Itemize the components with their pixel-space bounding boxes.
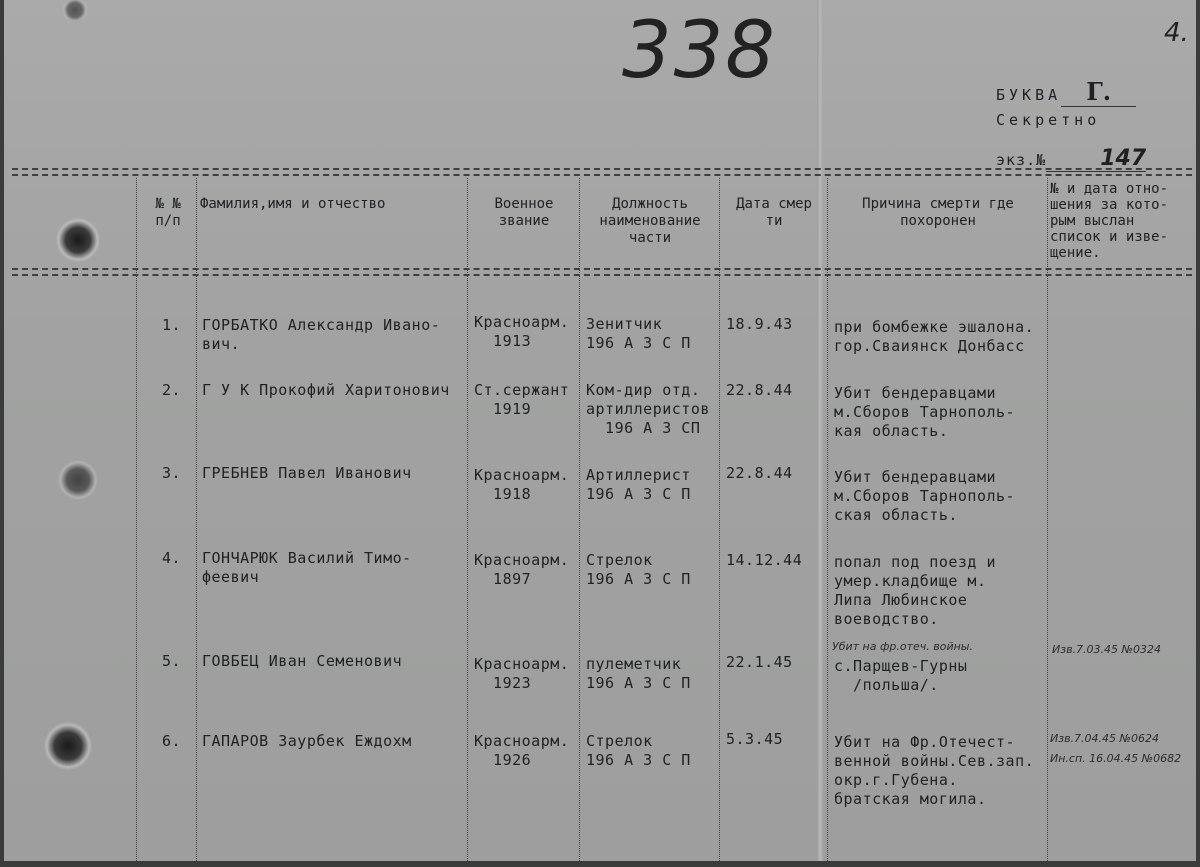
letter-value: Г. [1061,77,1136,107]
row-cause: попал под поезд и умер.кладбище м. Липа Любинское воеводство. [834,553,997,628]
row-death-date: 22.1.45 [726,653,793,671]
row-number: 5. [162,652,182,670]
row-position: пулеметчик 196 А З С П [586,655,691,692]
copy-label: экз.№ [996,151,1047,169]
letter-label: БУКВА [996,86,1062,104]
row-death-date: 22.8.44 [726,381,793,399]
column-divider [196,178,197,861]
row-number: 1. [162,316,182,334]
table-top-rule [12,168,1192,170]
column-divider [827,178,828,861]
row-name: ГОНЧАРЮК Василий Тимо- феевич [202,549,412,586]
col-header-name: Фамилия,имя и отчество [200,196,386,212]
row-death-date: 22.8.44 [726,464,793,482]
col-header-rank: Военное звание [494,196,554,229]
header-bottom-rule [12,268,1192,270]
header-bottom-rule-2 [12,274,1192,276]
row-number: 4. [162,549,182,567]
punch-hole-mark [60,0,90,20]
row-rank: Ст.сержант 1919 [474,381,570,418]
column-divider [719,178,720,861]
handwritten-number: 338 [622,6,777,96]
row-position: Зенитчик 196 А З С П [586,315,691,352]
row-rank: Красноарм. 1913 [474,313,570,350]
punch-hole-mark [56,218,100,262]
row-name: ГОВБЕЦ Иван Семенович [202,652,403,670]
row-death-date: 14.12.44 [726,551,803,569]
table-top-rule-2 [12,174,1192,176]
col-header-number: № № п/п [155,196,181,229]
row-name: ГАПАРОВ Заурбек Еждохм [202,732,412,750]
row-rank: Красноарм. 1918 [474,466,570,503]
row-position: Ком-дир отд. артиллеристов 196 А З СП [586,381,710,437]
row-death-date: 5.3.45 [726,730,784,748]
row-number: 6. [162,732,182,750]
row-cause-handwritten-note: Убит на фр.отеч. войны. [832,640,973,653]
row-death-date: 18.9.43 [726,315,793,333]
row-position: Артиллерист 196 А З С П [586,466,691,503]
col-header-cause: Причина смерти где похоронен [862,196,1014,229]
column-divider [579,178,580,861]
row-notice-note-2: Ин.сп. 16.04.45 №0682 [1050,752,1182,765]
row-cause: Убит на Фр.Отечест- венной войны.Сев.зап. окр.г.Губена. братская могила. [834,733,1035,808]
row-name: Г У К Прокофий Харитонович [202,381,450,399]
copy-number: 147 [1046,146,1146,172]
row-rank: Красноарм. 1926 [474,732,570,769]
row-cause: при бомбежке эшалона. гор.Сваиянск Донбасс [834,318,1035,355]
column-divider [467,178,468,861]
col-header-date: Дата смер ти [736,196,812,229]
row-notice-note: Изв.7.03.45 №0324 [1052,643,1161,656]
row-cause: Убит бендеравцами м.Сборов Тарнополь- кая область. [834,384,1016,440]
col-header-notice: № и дата отно- шения за кото- рым выслан список и изве- щение. [1050,181,1169,261]
row-cause: с.Парщев-Гурны /польша/. [834,657,968,694]
row-notice-note: Изв.7.04.45 №0624 [1050,732,1159,745]
classification-label: Секретно [996,111,1101,129]
page-fold [817,0,823,861]
row-rank: Красноарм. 1923 [474,655,570,692]
row-name: ГОРБАТКО Александр Ивано- вич. [202,316,441,353]
row-number: 2. [162,381,182,399]
page-number: 4. [1164,18,1189,48]
row-number: 3. [162,464,182,482]
column-divider [1047,178,1048,861]
row-position: Стрелок 196 А З С П [586,551,691,588]
col-header-position: Должность наименование части [599,196,701,246]
row-rank: Красноарм. 1897 [474,551,570,588]
punch-hole-mark [44,722,92,770]
row-position: Стрелок 196 А З С П [586,732,691,769]
row-cause: Убит бендеравцами м.Сборов Тарнополь- ская область. [834,468,1016,524]
letter-line [996,77,1136,107]
punch-hole-mark [58,460,98,500]
document-page [4,0,1196,861]
column-divider [136,178,137,861]
row-name: ГРЕБНЕВ Павел Иванович [202,464,412,482]
